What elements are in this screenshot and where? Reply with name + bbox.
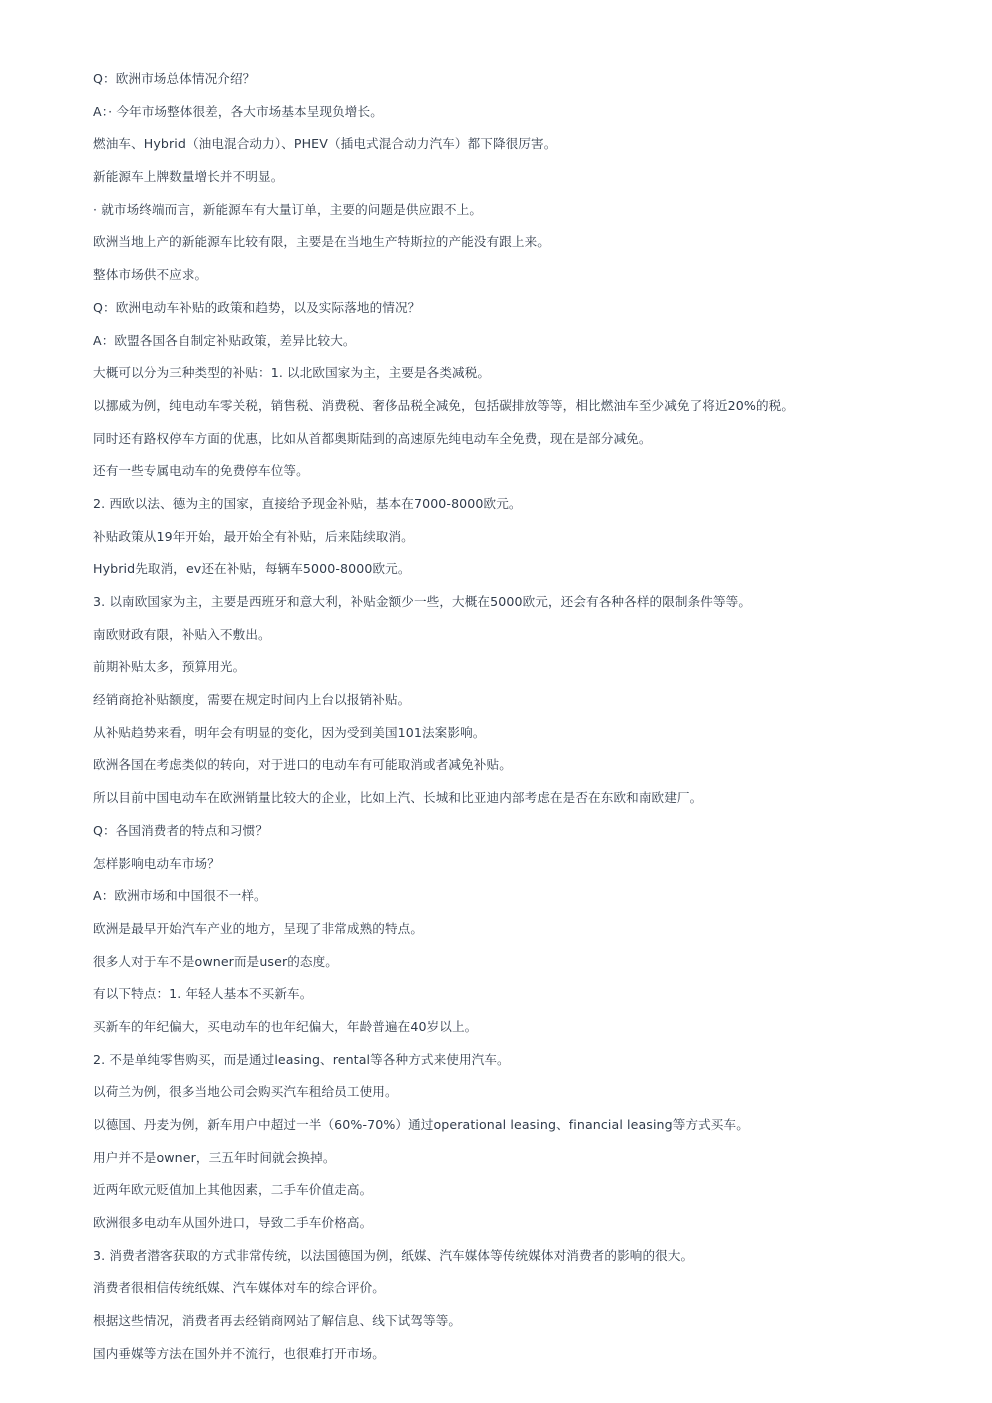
text-line: 燃油车、Hybrid（油电混合动力）、PHEV（插电式混合动力汽车）都下降很厉害。 [93,136,557,152]
text-line: 2. 不是单纯零售购买，而是通过leasing、rental等各种方式来使用汽车。 [93,1051,510,1067]
text-line: · 就市场终端而言，新能源车有大量订单，主要的问题是供应跟不上。 [93,201,483,217]
text-line: 前期补贴太多，预算用光。 [93,659,246,675]
text-line: 同时还有路权停车方面的优惠，比如从首都奥斯陆到的高速原先纯电动车全免费，现在是部分减免。 [93,430,652,446]
text-line: 整体市场供不应求。 [93,267,208,283]
text-line: 欧洲各国在考虑类似的转向，对于进口的电动车有可能取消或者减免补贴。 [93,757,512,773]
text-line: 以挪威为例，纯电动车零关税，销售税、消费税、奢侈品税全减免，包括碳排放等等，相比燃油车至少减免了将近20%的税。 [93,397,795,413]
question-1: Q：欧洲市场总体情况介绍？ [93,71,256,86]
text-line: 买新车的年纪偏大，买电动车的也年纪偏大，年龄普遍在40岁以上。 [93,1018,478,1034]
text-line: 根据这些情况，消费者再去经销商网站了解信息、线下试驾等等。 [93,1313,462,1329]
text-line: 欧洲很多电动车从国外进口，导致二手车价格高。 [93,1215,373,1231]
text-line: 2. 西欧以法、德为主的国家，直接给予现金补贴，基本在7000-8000欧元。 [93,495,522,511]
text-line: 欧洲当地上产的新能源车比较有限，主要是在当地生产特斯拉的产能没有跟上来。 [93,234,550,250]
text-line: 很多人对于车不是owner而是user的态度。 [93,953,338,969]
text-line: 欧洲是最早开始汽车产业的地方，呈现了非常成熟的特点。 [93,920,424,936]
text-line: 新能源车上牌数量增长并不明显。 [93,169,284,185]
text-line: 用户并不是owner，三五年时间就会换掉。 [93,1149,336,1165]
text-line: 经销商抢补贴额度，需要在规定时间内上台以报销补贴。 [93,692,411,708]
text-line: 所以目前中国电动车在欧洲销量比较大的企业，比如上汽、长城和比亚迪内部考虑在是否在东欧和南欧建厂。 [93,790,703,806]
text-line: 3. 以南欧国家为主，主要是西班牙和意大利，补贴金额少一些，大概在5000欧元，还会有各种各样的限制条件等等。 [93,594,752,609]
document-body [93,69,953,1377]
text-line: 大概可以分为三种类型的补贴：1. 以北欧国家为主，主要是各类减税。 [93,365,491,381]
question-3: Q：各国消费者的特点和习惯？ [93,822,269,838]
text-line: 还有一些专属电动车的免费停车位等。 [93,463,309,479]
answer-3-line: A：欧洲市场和中国很不一样。 [93,888,267,904]
text-line: 有以下特点：1. 年轻人基本不买新车。 [93,986,313,1002]
text-line: 从补贴趋势来看，明年会有明显的变化，因为受到美国101法案影响。 [93,724,486,740]
text-line: 国内垂媒等方法在国外并不流行，也很难打开市场。 [93,1345,385,1361]
text-line: 南欧财政有限，补贴入不敷出。 [93,626,271,642]
question-2: Q：欧洲电动车补贴的政策和趋势，以及实际落地的情况？ [93,299,421,315]
text-line: 补贴政策从19年开始，最开始全有补贴，后来陆续取消。 [93,528,414,544]
text-line: Hybrid先取消，ev还在补贴，每辆车5000-8000欧元。 [93,561,411,577]
text-line: 以荷兰为例，很多当地公司会购买汽车租给员工使用。 [93,1084,398,1100]
text-line: 消费者很相信传统纸媒、汽车媒体对车的综合评价。 [93,1280,385,1296]
question-3-continued: 怎样影响电动车市场？ [93,855,220,871]
answer-2-line: A：欧盟各国各自制定补贴政策，差异比较大。 [93,332,356,348]
text-line: 3. 消费者潜客获取的方式非常传统，以法国德国为例，纸媒、汽车媒体等传统媒体对消费者的影响的很大。 [93,1247,694,1263]
text-line: 以德国、丹麦为例，新车用户中超过一半（60%-70%）通过operational leasing、financial leasing等方式买车。 [93,1117,749,1132]
answer-1-line: A：· 今年市场整体很差，各大市场基本呈现负增长。 [93,103,383,119]
text-line: 近两年欧元贬值加上其他因素，二手车价值走高。 [93,1182,373,1198]
